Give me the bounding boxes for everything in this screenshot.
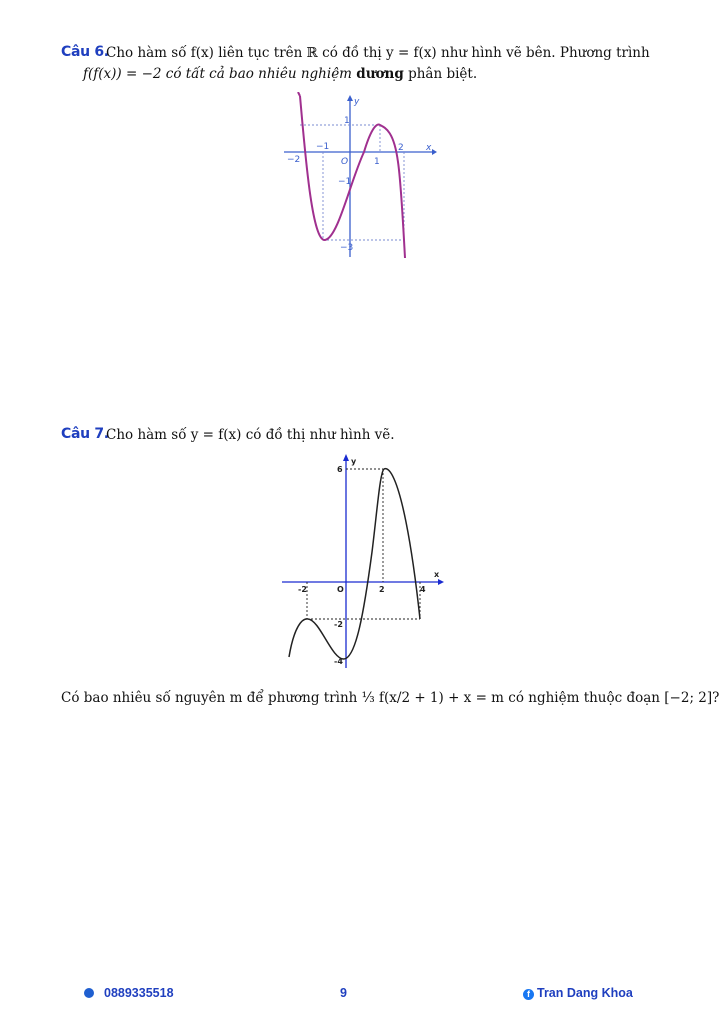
question-6-bold-word: dương — [356, 66, 404, 82]
q6-label-origin: O — [341, 157, 349, 167]
q6-label-y: y — [354, 97, 360, 107]
q7-label-six: 6 — [337, 465, 343, 474]
question-7-line1: Cho hàm số y = f(x) có đồ thị như hình vẽ. — [106, 427, 395, 443]
q7-label-neg-two-x: -2 — [298, 585, 307, 594]
footer-author[interactable] — [523, 986, 633, 1000]
q7-label-two-x: 2 — [379, 585, 385, 594]
q6-label-x: x — [426, 143, 432, 153]
q7-label-origin: O — [337, 585, 344, 594]
q6-label-two-x: 2 — [398, 143, 404, 153]
q6-x-arrow — [432, 149, 437, 155]
q7-x-arrow — [438, 579, 444, 585]
q7-label-x: x — [434, 570, 440, 579]
question-6-text-line1 — [106, 45, 650, 61]
q6-label-neg-one-y: −1 — [338, 177, 352, 187]
q6-curve-top — [298, 92, 300, 96]
facebook-icon: f — [523, 989, 534, 1000]
globe-icon — [84, 988, 94, 998]
q6-y-arrow — [347, 95, 353, 101]
question-6-text-line2 — [83, 66, 477, 82]
q6-label-neg-two-x: −2 — [287, 155, 301, 165]
question-7-graph — [280, 452, 445, 670]
q6-label-one-x: 1 — [374, 157, 380, 167]
footer-phone-number: 0889335518 — [104, 986, 174, 1000]
question-7-text-line1 — [106, 427, 395, 443]
question-7-question — [61, 690, 719, 706]
q6-label-one-y: 1 — [344, 116, 350, 126]
q7-label-neg-four-y: -4 — [334, 657, 343, 666]
q6-curve — [300, 96, 405, 258]
question-6-graph — [280, 92, 440, 264]
question-7-question-text: Có bao nhiêu số nguyên m để phương trình ⅓ f(x/2 + 1) + x = m có nghiệm thuộc đoạn [−2; 2]? — [61, 690, 720, 706]
footer-author-name: Tran Dang Khoa — [537, 986, 633, 1000]
q7-label-four-x: 4 — [420, 585, 426, 594]
q7-curve — [289, 469, 420, 659]
footer-phone — [84, 986, 174, 1000]
q6-label-neg-three-y: −3 — [340, 243, 354, 253]
question-6-line1: Cho hàm số f(x) liên tục trên ℝ có đồ thị y = f(x) như hình vẽ bên. Phương trình — [106, 45, 650, 61]
question-7-label: Câu 7. — [61, 426, 109, 442]
question-6-label: Câu 6. — [61, 44, 109, 60]
question-6-line2-a: f(f(x)) = −2 có tất cả bao nhiêu nghiệm — [83, 66, 357, 82]
q7-label-neg-two-y: -2 — [334, 620, 343, 629]
q7-y-arrow — [343, 454, 349, 461]
q7-label-y: y — [351, 457, 357, 466]
footer-page-number: 9 — [340, 986, 347, 1000]
q6-label-neg-one-x: −1 — [316, 142, 330, 152]
question-6-line2-b: phân biệt. — [403, 66, 478, 82]
